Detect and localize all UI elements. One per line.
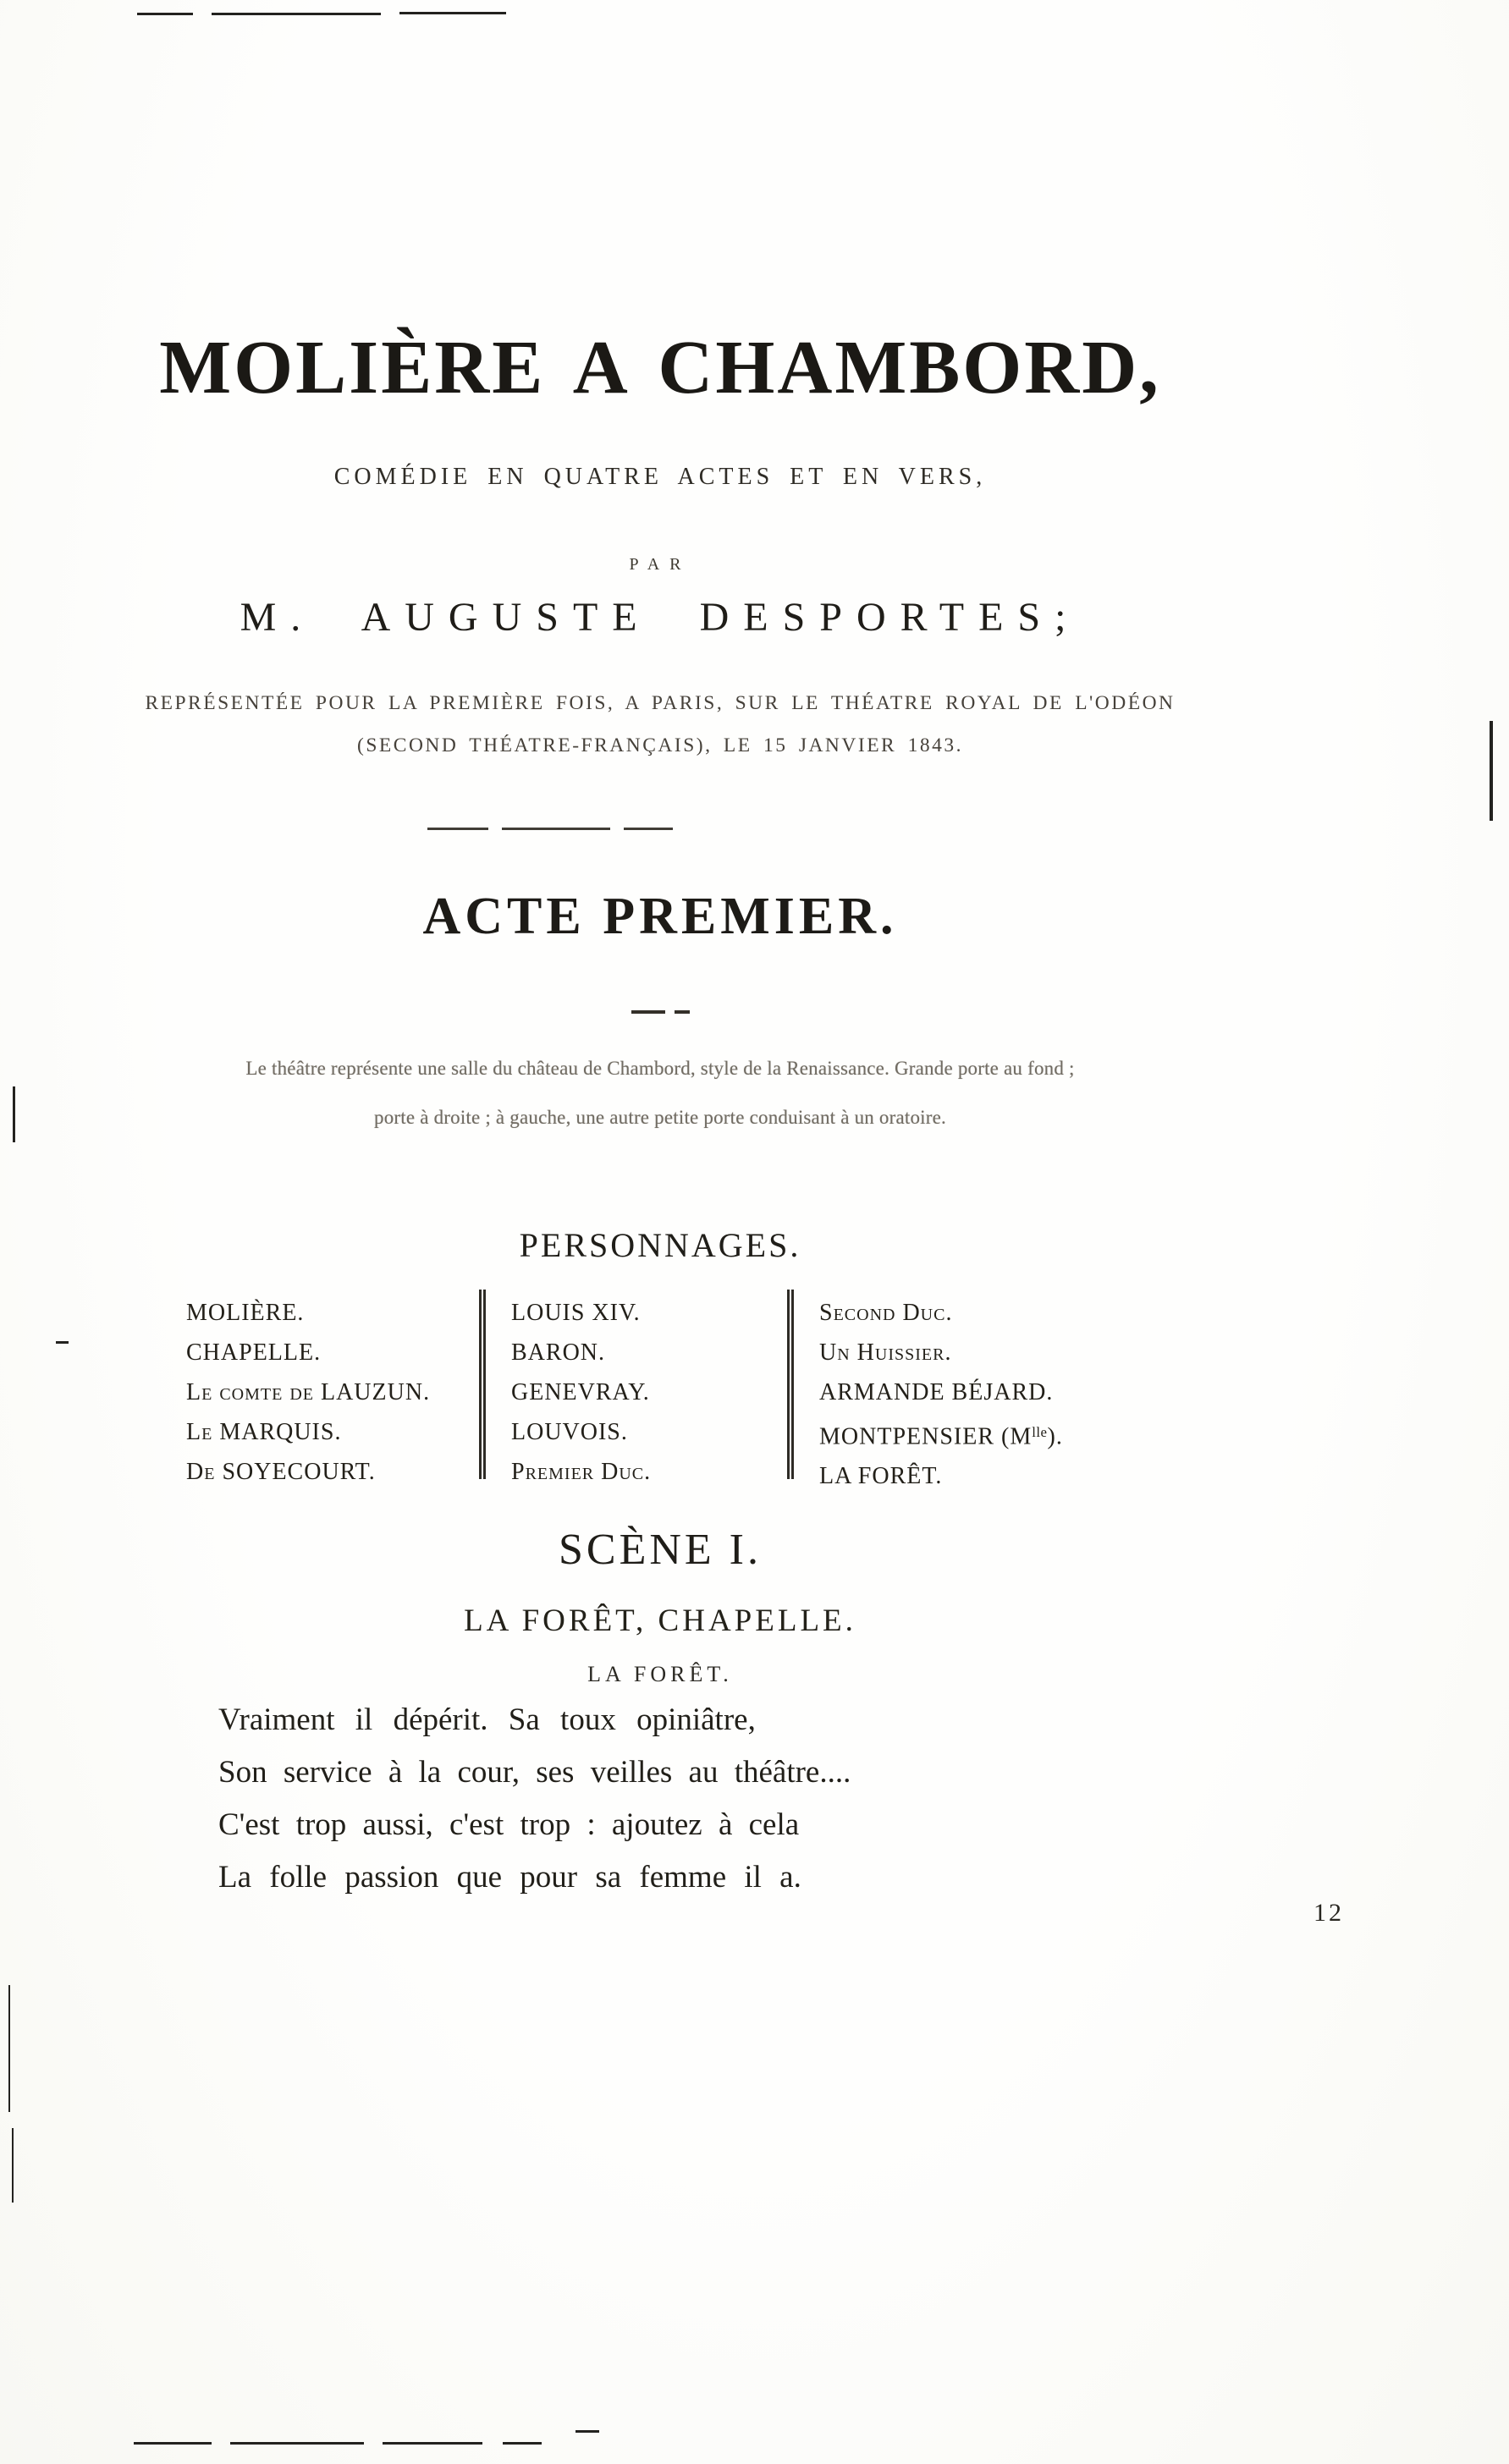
- cast-member: LOUVOIS.: [511, 1419, 628, 1445]
- divider-dash-segment: [675, 1010, 690, 1014]
- cast-member: Le comte de LAUZUN.: [186, 1379, 431, 1405]
- cast-member: CHAPELLE.: [186, 1339, 322, 1366]
- cast-column-3: [819, 1293, 1063, 1496]
- cast-member: ARMANDE BÉJARD.: [819, 1379, 1054, 1405]
- section-divider: [427, 828, 673, 830]
- stage-direction-line1: Le théâtre représente une salle du château de Chambord, style de la Renaissance. Grande porte au fond ;: [245, 1058, 1075, 1079]
- book-subtitle: COMÉDIE EN QUATRE ACTES ET EN VERS,: [333, 464, 987, 490]
- scan-artifact-right-edge-line: [1490, 721, 1493, 821]
- cast-member: Second Duc.: [819, 1300, 953, 1326]
- page-number: 12: [1313, 1899, 1344, 1927]
- premiere-note-line2: (SECOND THÉATRE-FRANÇAIS), LE 15 JANVIER 1843.: [357, 734, 963, 756]
- cast-member: BARON.: [511, 1339, 606, 1366]
- cast-member: Un Huissier.: [819, 1339, 952, 1366]
- cast-member-name: MONTPENSIER (M: [819, 1423, 1033, 1450]
- divider-dash-segment: [631, 1010, 665, 1014]
- divider-dash-segment: [502, 828, 610, 830]
- cast-member: Premier Duc.: [511, 1459, 652, 1485]
- act-divider: [144, 1010, 1176, 1014]
- scan-artifact-margin-dash: [56, 1341, 69, 1344]
- cast-member: [819, 1412, 1063, 1456]
- cast-column-divider: [479, 1290, 486, 1479]
- cast-member: GENEVRAY.: [511, 1379, 650, 1405]
- verse-line: Vraiment il dépérit. Sa toux opiniâtre,: [218, 1702, 756, 1737]
- cast-member: MOLIÈRE.: [186, 1300, 305, 1326]
- author-name: M. AUGUSTE DESPORTES;: [240, 595, 1081, 640]
- cast-member-superscript: lle: [1032, 1424, 1048, 1440]
- verse-line: La folle passion que pour sa femme il a.: [218, 1860, 801, 1895]
- byline-label: PAR: [629, 555, 691, 574]
- scan-artifact-bottom-left-line-2: [12, 2128, 14, 2203]
- cast-member: De SOYECOURT.: [186, 1459, 376, 1485]
- page-content: [144, 0, 1176, 2464]
- personnages-heading: PERSONNAGES.: [519, 1226, 801, 1264]
- cast-column-divider: [787, 1290, 794, 1479]
- verse-line: C'est trop aussi, c'est trop : ajoutez à cela: [218, 1807, 800, 1842]
- cast-member-name-end: ).: [1047, 1423, 1063, 1450]
- scene-heading: SCÈNE I.: [559, 1526, 762, 1574]
- divider-dash-segment: [624, 828, 673, 830]
- book-title: MOLIÈRE A CHAMBORD,: [159, 326, 1161, 410]
- scan-artifact-left-edge-tick: [13, 1086, 15, 1142]
- verse-block: [218, 1694, 851, 1904]
- scene-characters: LA FORÊT, CHAPELLE.: [464, 1603, 856, 1638]
- cast-column-1: [186, 1293, 430, 1492]
- divider-dash-segment: [427, 828, 488, 830]
- premiere-note-line1: REPRÉSENTÉE POUR LA PREMIÈRE FOIS, A PARIS, SUR LE THÉATRE ROYAL DE L'ODÉON: [145, 692, 1176, 714]
- cast-column-2: [511, 1293, 651, 1492]
- cast-member: Le MARQUIS.: [186, 1419, 342, 1445]
- cast-member: LOUIS XIV.: [511, 1300, 641, 1326]
- cast-member: LA FORÊT.: [819, 1463, 943, 1490]
- verse-line: Son service à la cour, ses veilles au théâtre....: [218, 1755, 851, 1790]
- scan-artifact-bottom-left-line-1: [8, 1985, 10, 2112]
- speaker-name: LA FORÊT.: [587, 1662, 733, 1686]
- stage-direction-line2: porte à droite ; à gauche, une autre petite porte conduisant à un oratoire.: [374, 1107, 946, 1128]
- act-heading: ACTE PREMIER.: [422, 888, 898, 945]
